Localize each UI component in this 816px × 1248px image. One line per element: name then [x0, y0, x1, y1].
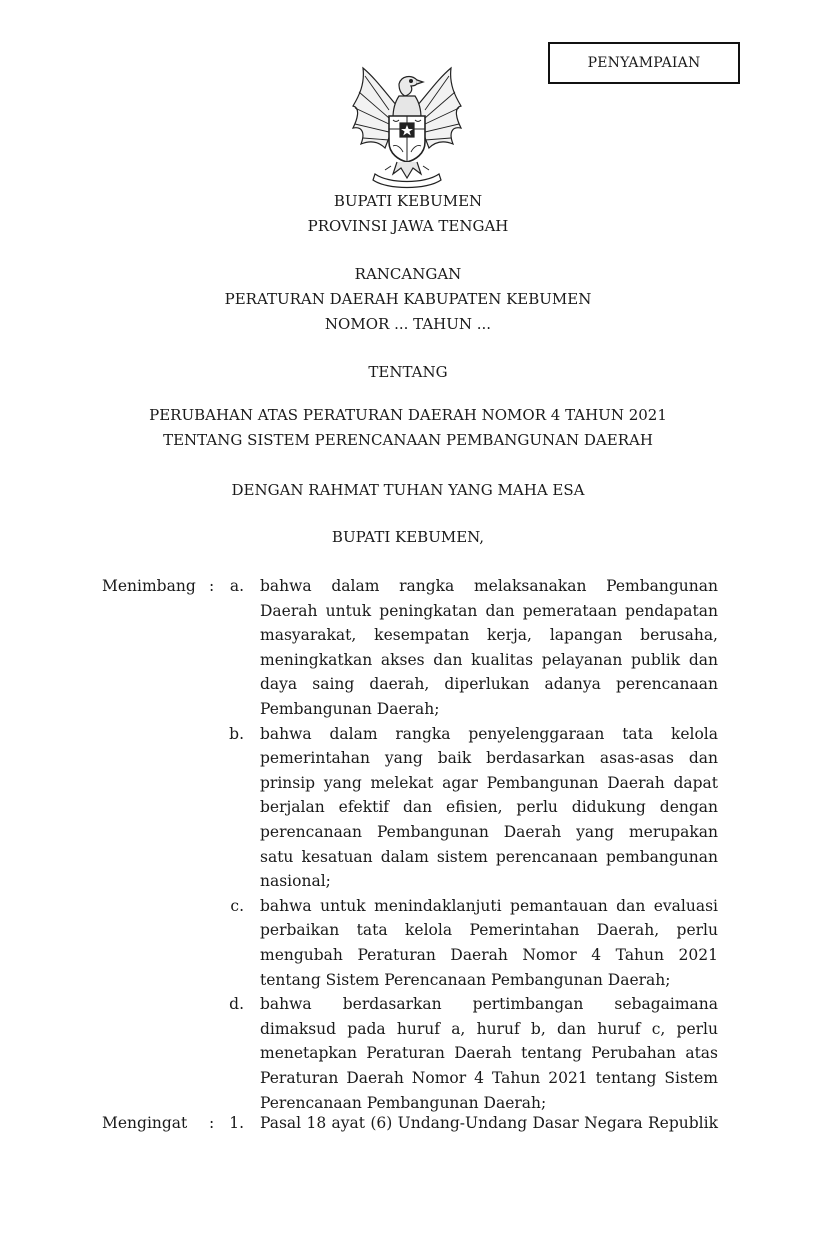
province-title: PROVINSI JAWA TENGAH	[307, 217, 509, 235]
text-line: nasional;	[260, 872, 331, 891]
text-line: Perencanaan Pembangunan Daerah;	[260, 1093, 547, 1112]
consideration-a	[260, 574, 718, 722]
item-marker-1: 1.	[229, 1114, 244, 1132]
menimbang-label: Menimbang	[102, 577, 196, 595]
text-line: pemerintahan yang baik berdasarkan asas-asas dan	[260, 749, 718, 768]
consideration-c	[260, 894, 718, 992]
text-line: menetapkan Peraturan Daerah tentang Perubahan atas	[260, 1044, 718, 1063]
text-line: satu kesatuan dalam sistem perencanaan pembangunan	[260, 847, 718, 866]
text-line: perencanaan Pembangunan Daerah yang merupakan	[260, 822, 718, 841]
regent-signatory: BUPATI KEBUMEN,	[331, 528, 485, 546]
text-line: berjalan efektif dan efisien, perlu didukung dengan	[260, 798, 718, 817]
text-line: bahwa dalam rangka melaksanakan Pembangunan	[260, 577, 718, 595]
item-marker-a: a.	[229, 577, 244, 595]
text-line: bahwa dalam rangka penyelenggaraan tata kelola	[260, 724, 718, 743]
legal-basis-1	[260, 1111, 718, 1136]
item-marker-c: c.	[230, 896, 244, 915]
item-marker-b: b.	[229, 724, 244, 743]
text-line: prinsip yang melekat agar Pembangunan Daerah dapat	[260, 773, 718, 792]
item-marker-d: d.	[229, 995, 244, 1014]
text-line: mengubah Peraturan Daerah Nomor 4 Tahun 2021	[260, 945, 718, 964]
regent-title: BUPATI KEBUMEN	[333, 192, 483, 210]
consideration-b	[260, 722, 718, 894]
text-line: daya saing daerah, diperlukan adanya perencanaan	[260, 675, 718, 694]
text-line: perbaikan tata kelola Pemerintahan Daerah, perlu	[260, 921, 718, 940]
regulation-title: PERATURAN DAERAH KABUPATEN KEBUMEN	[224, 290, 592, 308]
text-line: dimaksud pada huruf a, huruf b, dan huruf c, perlu	[260, 1019, 718, 1038]
subject-line-1: PERUBAHAN ATAS PERATURAN DAERAH NOMOR 4 TAHUN 2021	[149, 406, 667, 424]
menimbang-colon: :	[209, 577, 215, 595]
about-label: TENTANG	[368, 363, 448, 381]
text-line: tentang Sistem Perencanaan Pembangunan Daerah;	[260, 970, 671, 989]
consideration-d	[260, 992, 718, 1115]
text-line: Pasal 18 ayat (6) Undang-Undang Dasar Negara Republik	[260, 1114, 718, 1132]
preamble-blessing: DENGAN RAHMAT TUHAN YANG MAHA ESA	[231, 481, 585, 499]
garuda-pancasila-emblem	[345, 62, 469, 190]
text-line: Pembangunan Daerah;	[260, 699, 440, 718]
text-line: Daerah untuk peningkatan dan pemerataan pendapatan	[260, 601, 718, 620]
penyampaian-stamp: PENYAMPAIAN	[548, 42, 740, 84]
text-line: bahwa berdasarkan pertimbangan sebagaimana	[260, 995, 718, 1014]
mengingat-label: Mengingat	[102, 1114, 188, 1132]
text-line: bahwa untuk menindaklanjuti pemantauan dan evaluasi	[260, 896, 718, 915]
text-line: masyarakat, kesempatan kerja, lapangan berusaha,	[260, 626, 718, 645]
text-line: meningkatkan akses dan kualitas pelayanan publik dan	[260, 650, 718, 669]
regulation-number: NOMOR ... TAHUN ...	[324, 315, 492, 333]
text-line: Peraturan Daerah Nomor 4 Tahun 2021 tentang Sistem	[260, 1068, 718, 1087]
draft-label: RANCANGAN	[354, 265, 462, 283]
mengingat-colon: :	[209, 1114, 215, 1132]
subject-line-2: TENTANG SISTEM PERENCANAAN PEMBANGUNAN DAERAH	[163, 431, 653, 449]
